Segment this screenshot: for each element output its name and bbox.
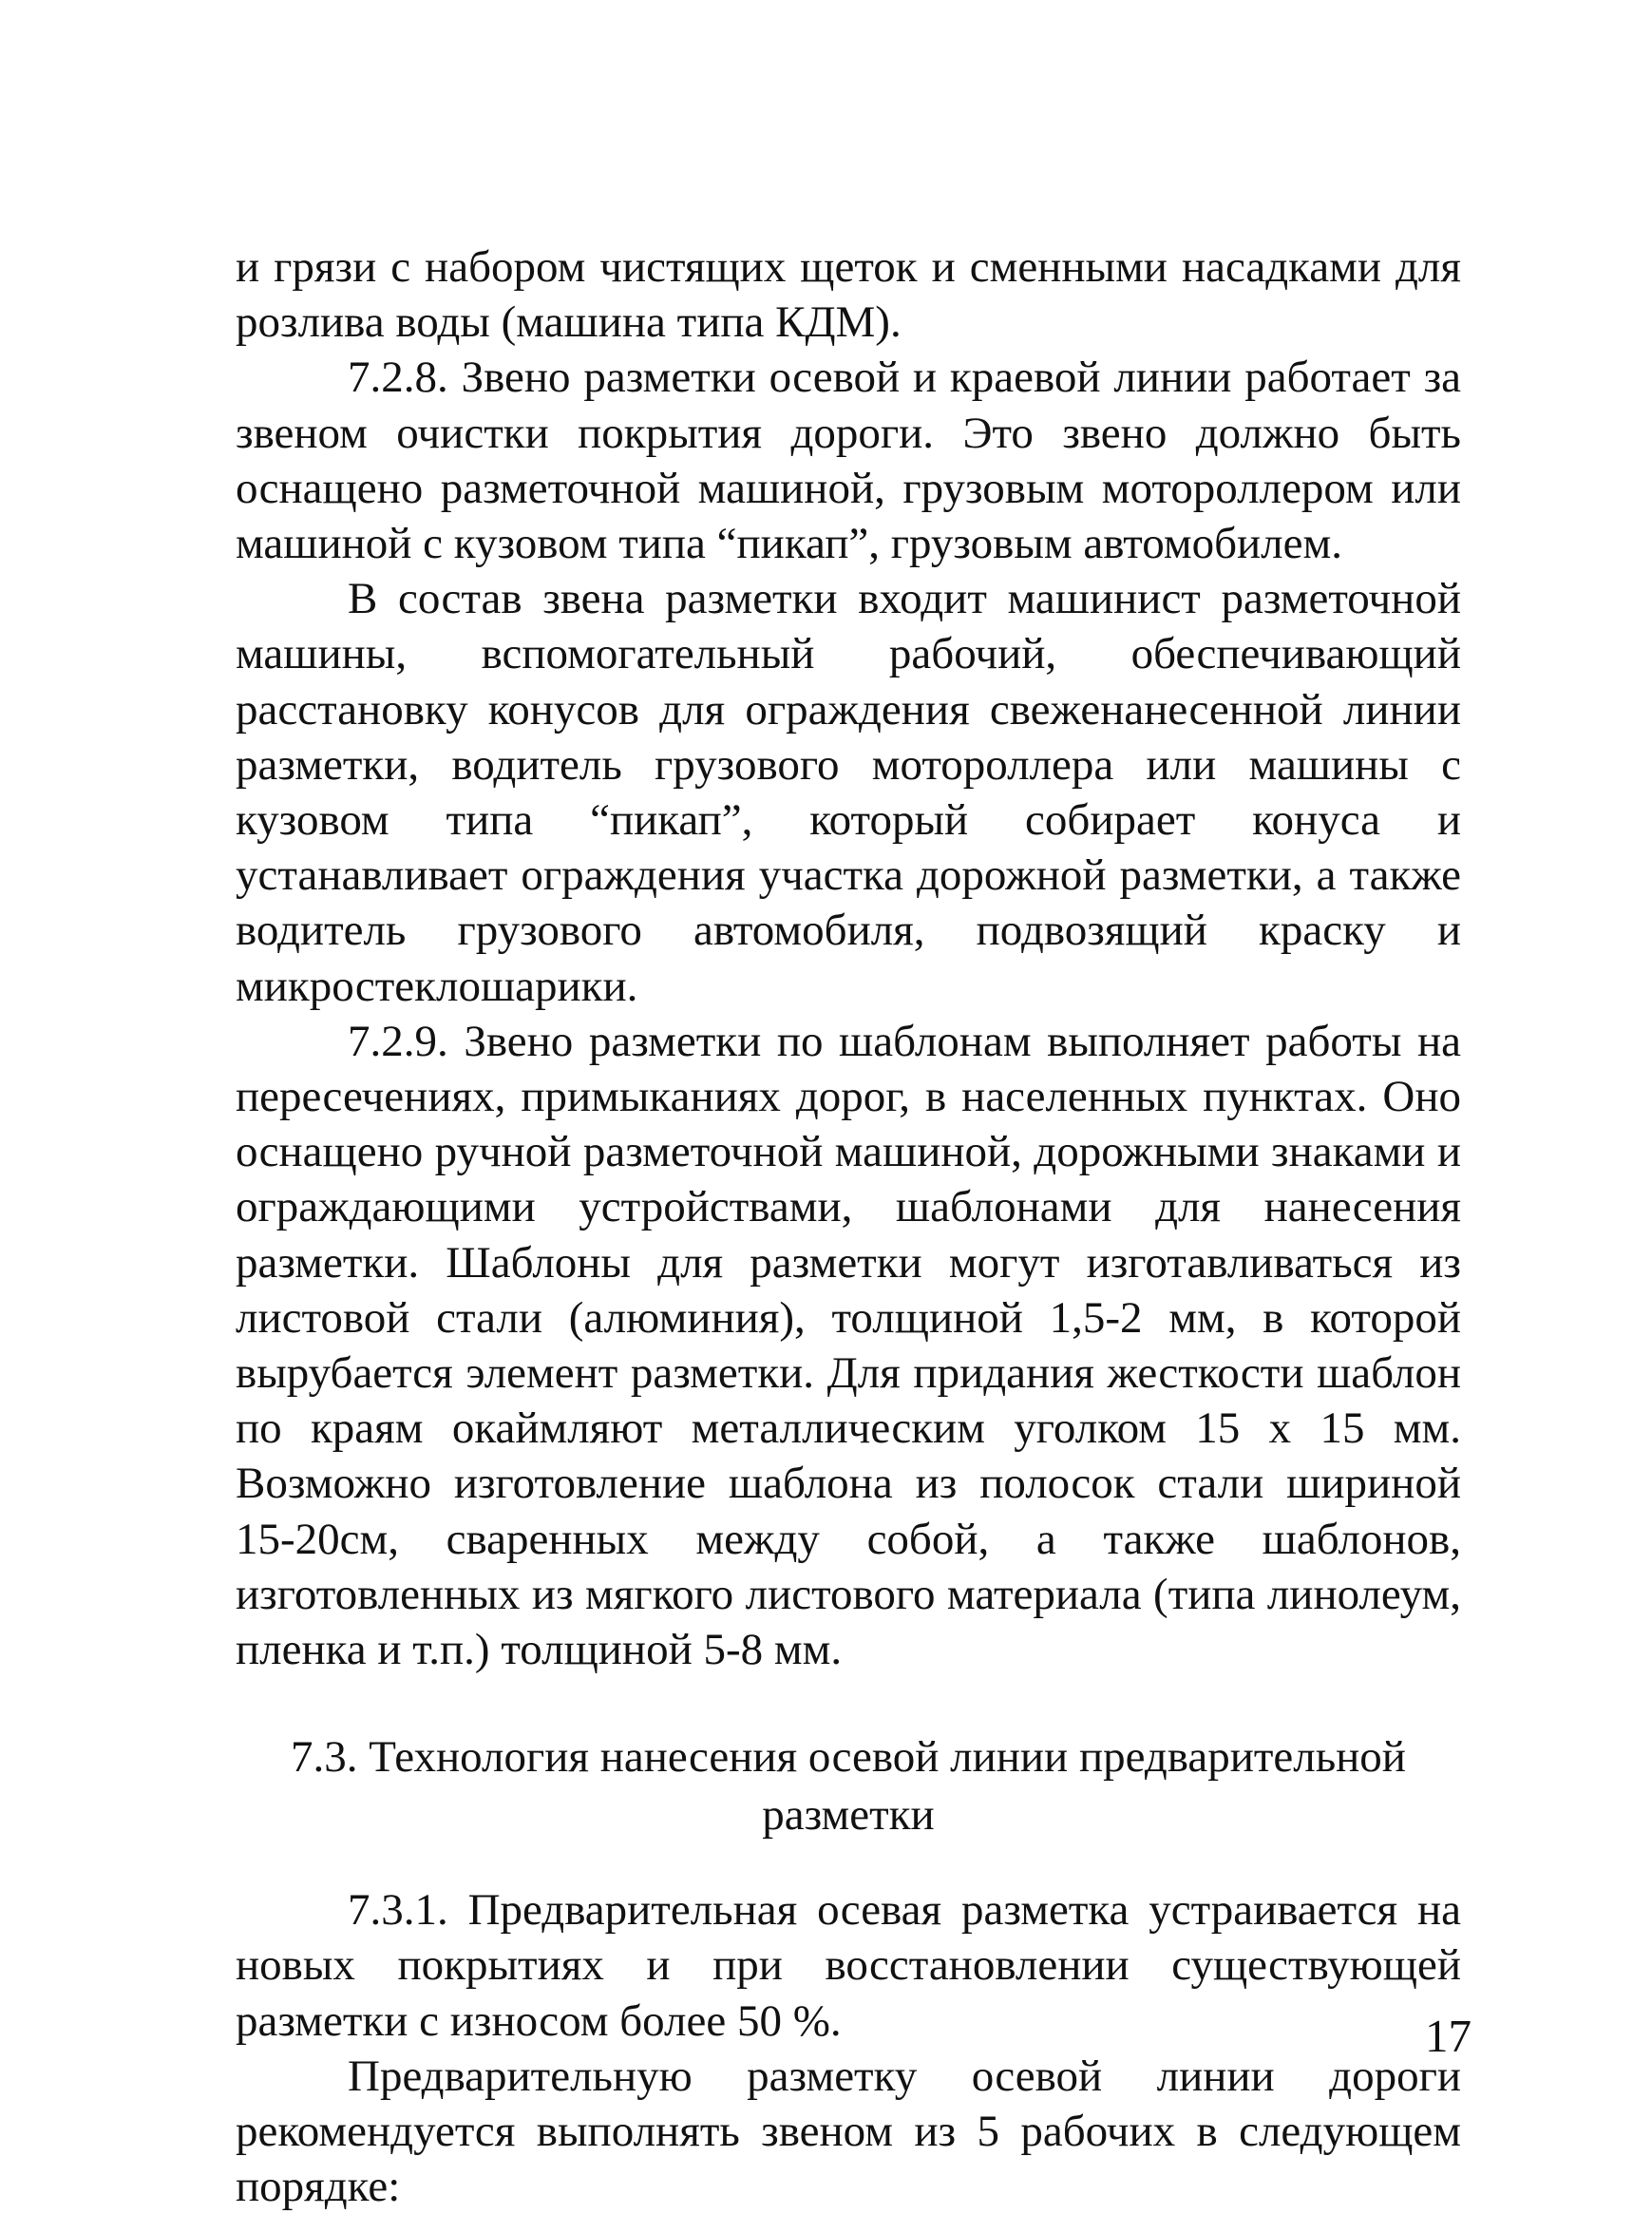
body-text (236, 239, 1461, 2215)
paragraph-7-2-9: 7.2.9. Звено разметки по шаблонам выполняет работы на пересечениях, примыканиях дорог, в населенных пунктах. Оно оснащено ручной разметочной машиной, дорожными знаками и ограждающими устройствами, шаблонами для нанесения разметки. Шаблоны для разметки могут изготавливаться из листовой стали (алюминия), толщиной 1,5-2 мм, в которой вырубается элемент разметки. Для придания жесткости шаблон по краям окаймляют металлическим уголком 15 х 15 мм. Возможно изготовление шаблона из полосок стали шириной 15-20см, сваренных между собой, а также шаблонов, изготовленных из мягкого листового материала (типа линолеум, пленка и т.п.) толщиной 5-8 мм. (236, 1016, 1461, 1675)
page-number: 17 (1425, 2010, 1472, 2062)
paragraph-crew-composition: В состав звена разметки входит машинист разметочной машины, вспомогательный рабочий, обеспечивающий расстановку конусов для ограждения свеженанесенной линии разметки, водитель грузового мотороллера или машины с кузовом типа “пикап”, который собирает конуса и устанавливает ограждения участка дорожной разметки, а также водитель грузового автомобиля, подвозящий краску и микростеклошарики. (236, 574, 1461, 1011)
paragraph-marking-procedure: Предварительную разметку осевой линии дороги рекомендуется выполнять звеном из 5 рабочих в следующем порядке: (236, 2051, 1461, 2212)
section-heading-7-3 (236, 1728, 1461, 1844)
section-heading-line-1: 7.3. Технология нанесения осевой линии предварительной (291, 1732, 1406, 1783)
paragraph-continuation: и грязи с набором чистящих щеток и сменными насадками для розлива воды (машина типа КДМ). (236, 242, 1461, 348)
paragraph-7-2-8: 7.2.8. Звено разметки осевой и краевой линии работает за звеном очистки покрытия дороги. Это звено должно быть оснащено разметочной машиной, грузовым мотороллером или машиной с кузовом типа “пикап”, грузовым автомобилем. (236, 353, 1461, 569)
section-heading-line-2: разметки (762, 1790, 935, 1841)
paragraph-7-3-1: 7.3.1. Предварительная осевая разметка устраивается на новых покрытиях и при восстановлении существующей разметки с износом более 50 %. (236, 1885, 1461, 2046)
